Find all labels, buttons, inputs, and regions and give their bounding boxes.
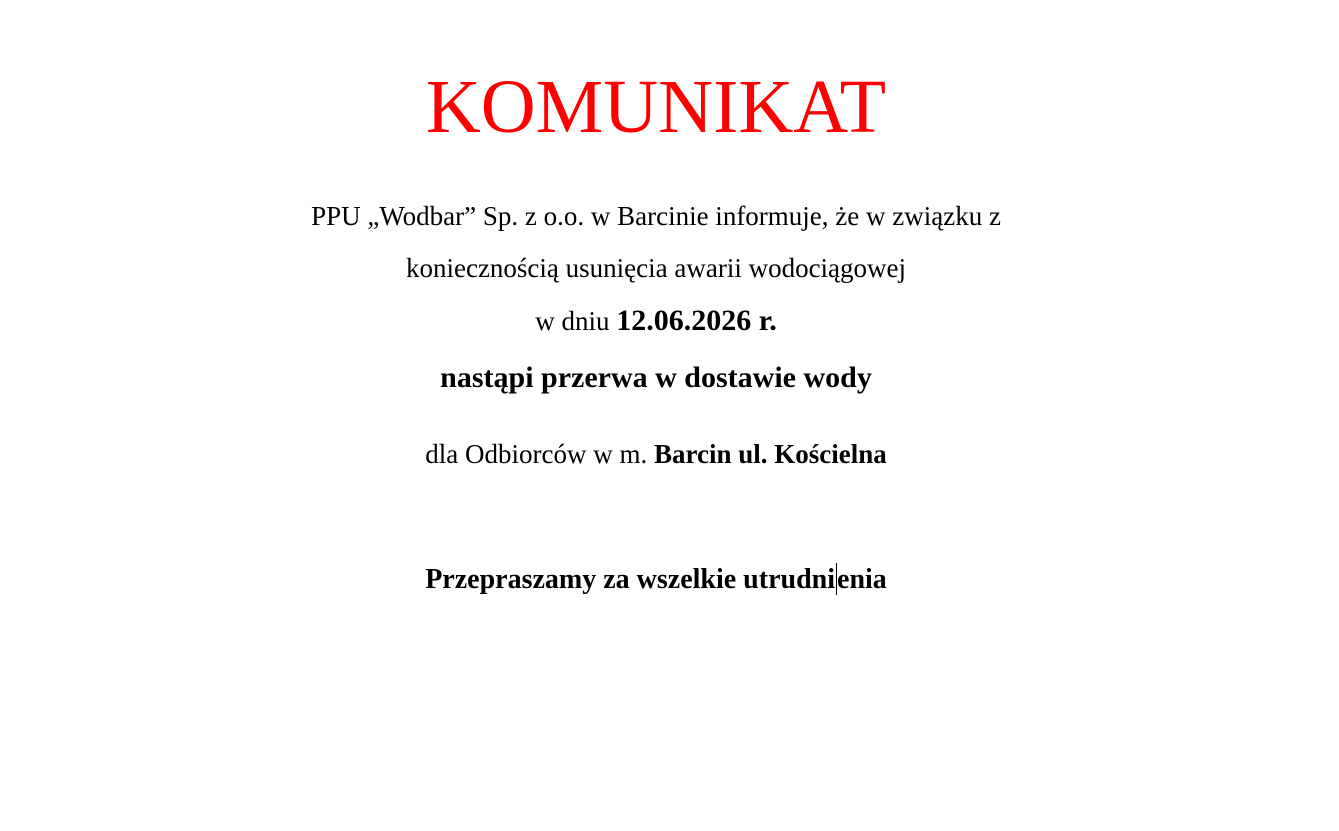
apology-line[interactable]	[0, 562, 1312, 598]
apology-text-end: enia	[837, 564, 887, 595]
date-prefix: w dniu	[535, 306, 617, 336]
announcement-title: KOMUNIKAT	[425, 65, 887, 149]
announcement-date-line	[0, 302, 1312, 340]
recipients-line	[0, 436, 1312, 472]
announcement-line-2: koniecznością usunięcia awarii wodociągowej	[405, 253, 907, 283]
apology-text-start: Przepraszamy za wszelkie utrudni	[425, 564, 836, 595]
water-outage-notice: nastąpi przerwa w dostawie wody	[440, 361, 872, 394]
recipients-prefix: dla Odbiorców w m.	[425, 439, 654, 469]
affected-location: Barcin ul. Kościelna	[653, 439, 887, 469]
outage-date: 12.06.2026 r.	[616, 304, 777, 337]
announcement-line-1: PPU „Wodbar” Sp. z o.o. w Barcinie informuje, że w związku z	[311, 201, 1001, 231]
